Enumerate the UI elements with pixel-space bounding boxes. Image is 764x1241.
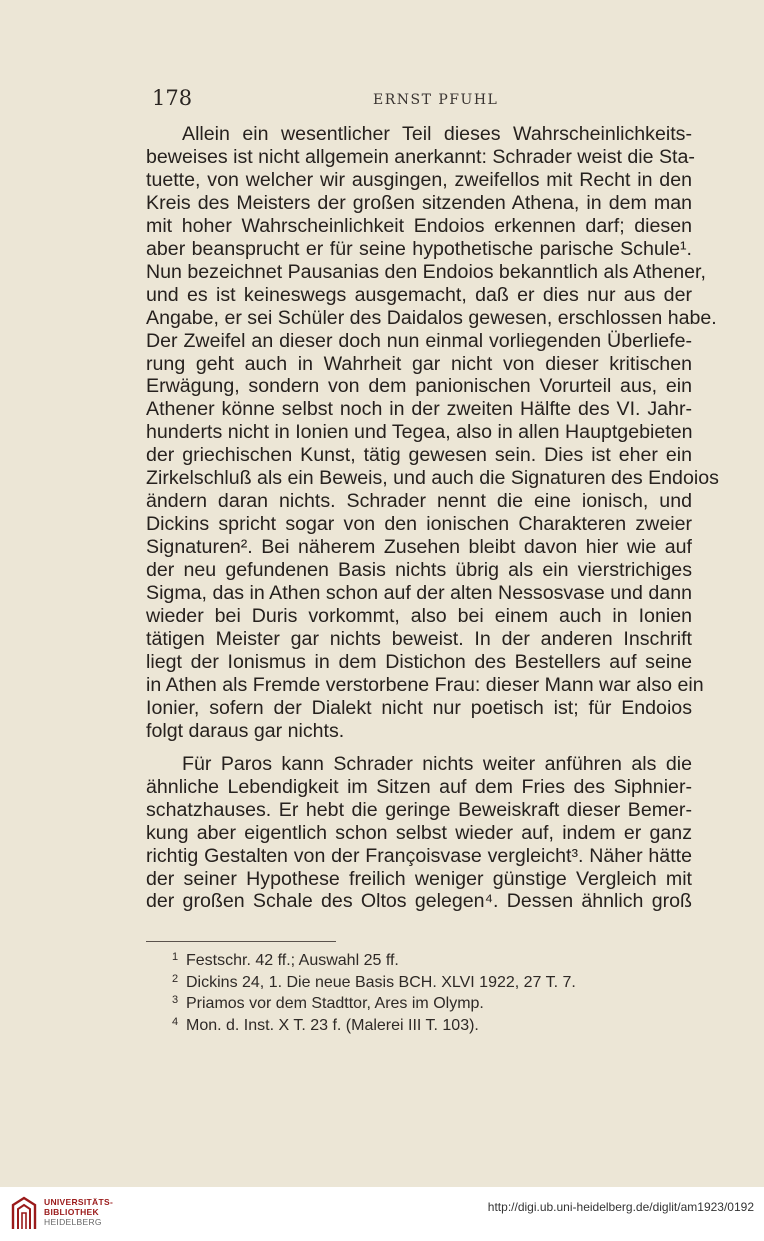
paragraph-2 xyxy=(146,753,692,914)
text-line: Für Paros kann Schrader nichts weiter anführen als die xyxy=(182,752,692,775)
footnote-mark: 4 xyxy=(172,1015,179,1028)
text-line: hunderts nicht in Ionien und Tegea, also in allen Hauptgebieten xyxy=(146,421,693,444)
text-line: Der Zweifel an dieser doch nun einmal vorliegenden Überliefe- xyxy=(146,329,692,352)
footnote-mark: 3 xyxy=(172,994,179,1006)
text-line: liegt der Ionismus in dem Distichon des Bestellers auf seine xyxy=(146,650,692,673)
library-name-line: UNIVERSITÄTS- xyxy=(44,1197,114,1207)
footnote-text: Dickins 24, 1. Die neue Basis BCH. XLVI 1922, 27 T. 7. xyxy=(186,973,576,991)
text-line: Ionier, sofern der Dialekt nicht nur poetisch ist; für Endoios xyxy=(146,696,692,719)
text-line: schatzhauses. Er hebt die geringe Beweiskraft dieser Bemer- xyxy=(146,798,692,821)
text-line: tuette, von welcher wir ausgingen, zweifellos mit Recht in den xyxy=(146,168,692,191)
text-line: beweises ist nicht allgemein anerkannt: Schrader weist die Sta- xyxy=(146,145,695,168)
text-line: Signaturen². Bei näherem Zusehen bleibt davon hier wie auf xyxy=(146,536,692,559)
text-line: Athener könne selbst noch in der zweiten Hälfte des VI. Jahr- xyxy=(146,398,692,421)
text-line: in Athen als Fremde verstorbene Frau: dieser Mann war also ein xyxy=(146,673,704,696)
footnote-mark: 2 xyxy=(172,972,179,985)
text-line: Nun bezeichnet Pausanias den Endoios bekanntlich als Athener, xyxy=(146,260,706,283)
text-line: Angabe, er sei Schüler des Daidalos gewesen, erschlossen habe. xyxy=(146,306,717,329)
footnote-text: Mon. d. Inst. X T. 23 f. (Malerei III T. 103). xyxy=(186,1016,479,1034)
running-head: ERNST PFUHL xyxy=(373,92,499,108)
footnote-2 xyxy=(172,972,576,994)
text-line: richtig Gestalten von der Françoisvase vergleicht³. Näher hätte xyxy=(146,844,692,867)
footnote-1 xyxy=(172,950,576,972)
text-line: Erwägung, sondern von dem panionischen Vorurteil aus, ein xyxy=(146,375,692,398)
library-logo-icon xyxy=(9,1195,39,1233)
footnote-divider xyxy=(146,941,336,942)
text-line: der seiner Hypothese freilich weniger günstige Vergleich mit xyxy=(146,867,692,890)
text-line: und es ist keineswegs ausgemacht, daß er dies nur aus der xyxy=(146,283,692,306)
text-line: ähnliche Lebendigkeit im Sitzen auf dem Fries des Siphnier- xyxy=(146,775,692,798)
text-line: folgt daraus gar nichts. xyxy=(146,719,345,742)
text-line: Sigma, das in Athen schon auf der alten Nessosvase und dann xyxy=(146,582,692,605)
footnote-text: Priamos vor dem Stadttor, Ares im Olymp. xyxy=(186,995,484,1012)
text-line: tätigen Meister gar nichts beweist. In der anderen Inschrift xyxy=(146,627,692,650)
footnote-mark: 1 xyxy=(172,951,179,963)
text-line: wieder bei Duris vorkommt, also bei einem auch in Ionien xyxy=(146,605,692,628)
paragraph-1 xyxy=(146,123,719,743)
text-line: Allein ein wesentlicher Teil dieses Wahrscheinlichkeits- xyxy=(182,123,692,145)
text-line: mit hoher Wahrscheinlichkeit Endoios erkennen darf; diesen xyxy=(146,214,692,237)
page-number: 178 xyxy=(152,86,193,110)
footnote-text: Festschr. 42 ff.; Auswahl 25 ff. xyxy=(186,952,399,969)
text-line: ändern daran nichts. Schrader nennt die eine ionisch, und xyxy=(146,490,692,513)
text-line: der neu gefundenen Basis nichts übrig als ein vierstrichiges xyxy=(146,559,692,582)
text-line: kung aber eigentlich schon selbst wieder auf, indem er ganz xyxy=(146,821,692,844)
text-line: der griechischen Kunst, tätig gewesen sein. Dies ist eher ein xyxy=(146,444,692,467)
library-name-line: BIBLIOTHEK xyxy=(44,1207,99,1217)
text-line: aber beansprucht er für seine hypothetische parische Schule¹. xyxy=(146,237,692,260)
body-text xyxy=(146,123,719,913)
text-line: der großen Schale des Oltos gelegen⁴. Dessen ähnlich groß xyxy=(146,890,692,913)
library-name-line: HEIDELBERG xyxy=(44,1217,102,1227)
source-url-link[interactable]: http://digi.ub.uni-heidelberg.de/diglit/am1923/0192 xyxy=(487,1200,754,1214)
footer-bar xyxy=(0,1187,764,1241)
text-line: Zirkelschluß als ein Beweis, und auch die Signaturen des Endoios xyxy=(146,467,719,490)
text-line: rung geht auch in Wahrheit gar nicht von dieser kritischen xyxy=(146,352,692,375)
library-name xyxy=(44,1197,113,1227)
footnote-4 xyxy=(172,1015,576,1037)
footnotes xyxy=(172,950,576,1036)
text-line: Dickins spricht sogar von den ionischen Charakteren zweier xyxy=(146,513,692,536)
text-line: Kreis des Meisters der großen sitzenden Athena, in dem man xyxy=(146,191,692,214)
footnote-3 xyxy=(172,993,576,1015)
